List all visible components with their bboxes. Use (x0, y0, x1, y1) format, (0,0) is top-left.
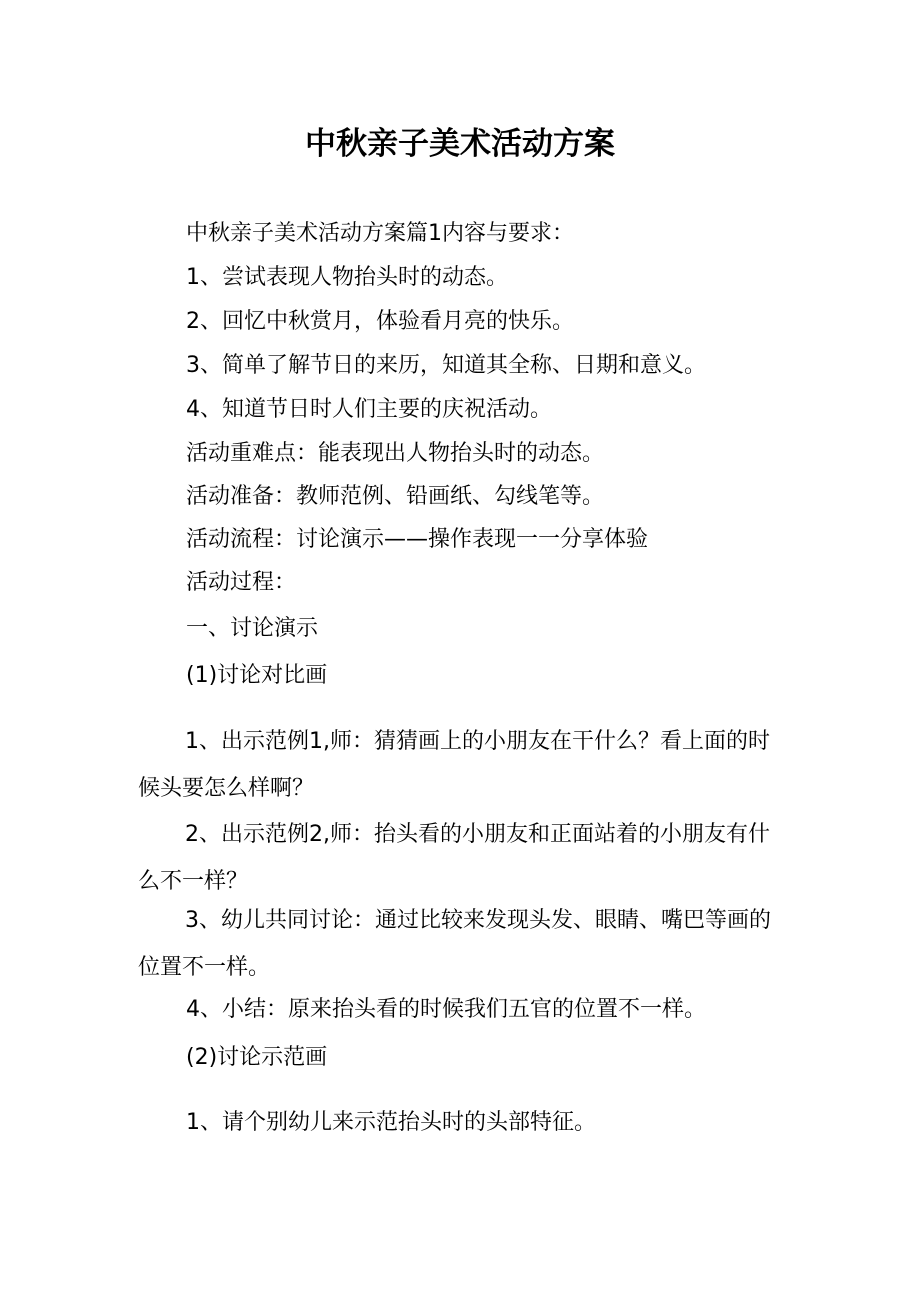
requirement-item-3: 3、简单了解节日的来历，知道其全称、日期和意义。 (186, 353, 706, 378)
paragraph-example-1: 1、出示范例1,师：猜猜画上的小朋友在干什么？看上面的时候头要怎么样啊？ (138, 729, 770, 801)
requirement-item-1: 1、尝试表现人物抬头时的动态。 (186, 265, 508, 290)
requirement-item-4: 4、知道节日时人们主要的庆祝活动。 (186, 397, 552, 422)
discussion-demo-heading: (2)讨论示范画 (186, 1045, 328, 1070)
discussion-compare-heading: (1)讨论对比画 (186, 663, 328, 688)
preparation-text: 活动准备：教师范例、铅画纸、勾线笔等。 (186, 484, 605, 509)
requirement-item-2: 2、回忆中秋赏月，体验看月亮的快乐。 (186, 309, 574, 334)
paragraph-discussion: 3、幼儿共同讨论：通过比较来发现头发、眼睛、嘴巴等画的位置不一样。 (138, 908, 771, 980)
section-heading: 中秋亲子美术活动方案篇1内容与要求： (186, 221, 574, 246)
step-one-heading: 一、讨论演示 (186, 616, 319, 641)
demo-item-1: 1、请个别幼儿来示范抬头时的头部特征。 (186, 1110, 596, 1135)
process-heading: 活动过程： (186, 570, 297, 595)
key-points-text: 活动重难点：能表现出人物抬头时的动态。 (186, 441, 605, 466)
paragraph-example-2: 2、出示范例2,师：抬头看的小朋友和正面站着的小朋友有什么不一样？ (138, 822, 770, 894)
summary-text: 4、小结：原来抬头看的时候我们五官的位置不一样。 (186, 997, 706, 1022)
process-flow-text: 活动流程：讨论演示——操作表现一一分享体验 (186, 527, 649, 552)
document-title: 中秋亲子美术活动方案 (305, 126, 615, 162)
